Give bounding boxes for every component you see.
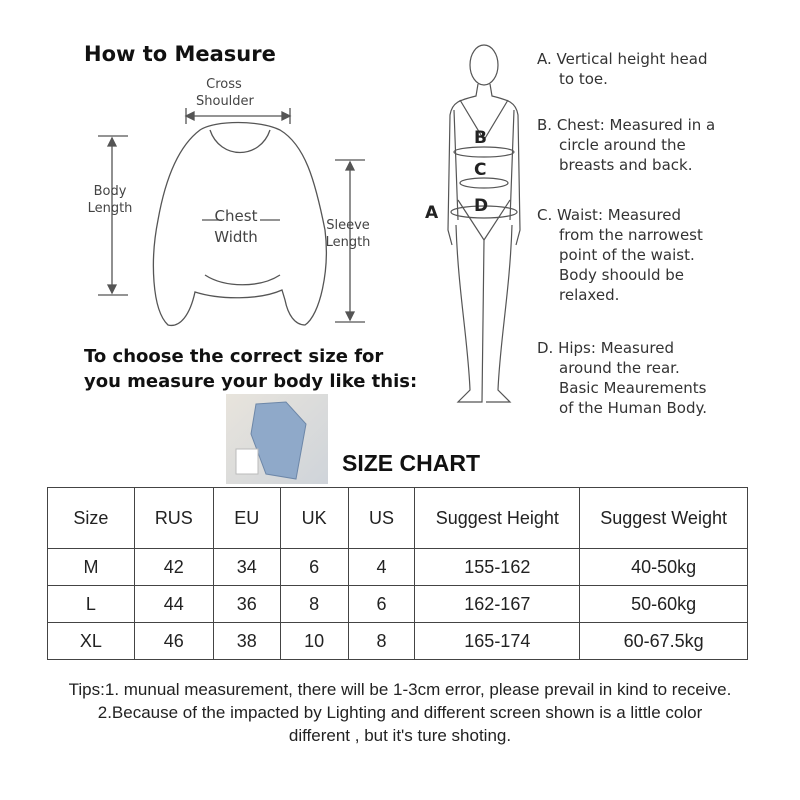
cell: 42 — [134, 549, 213, 586]
table-header-row — [48, 488, 748, 549]
cell: 40-50kg — [580, 549, 748, 586]
cell: 44 — [134, 586, 213, 623]
header-cell: Suggest Height — [415, 488, 580, 549]
header-cell: EU — [213, 488, 280, 549]
chest-width-label: Chest Width — [214, 207, 258, 246]
header-cell: US — [348, 488, 415, 549]
choose-size-instruction — [84, 344, 417, 394]
product-shirt-image — [226, 394, 328, 484]
desc-d-line: D. Hips: Measured — [537, 339, 674, 357]
header-cell: Size — [48, 488, 135, 549]
product-photo — [226, 394, 328, 484]
choose-line-1: To choose the correct size for — [84, 346, 384, 367]
cell: 60-67.5kg — [580, 623, 748, 660]
table-row — [48, 549, 748, 586]
desc-c-line: Body shoould be — [559, 266, 685, 284]
sleeve-length-label: Sleeve Length — [325, 218, 371, 250]
body-figure — [440, 40, 540, 420]
description-d — [537, 338, 707, 418]
size-chart-title: SIZE CHART — [342, 450, 480, 476]
desc-c-line: point of the waist. — [559, 246, 695, 264]
cell: 155-162 — [415, 549, 580, 586]
label-c: C — [474, 160, 487, 180]
cell: 4 — [348, 549, 415, 586]
table-row — [48, 586, 748, 623]
desc-c-line: relaxed. — [559, 286, 620, 304]
header-cell: UK — [280, 488, 348, 549]
cell: 6 — [280, 549, 348, 586]
label-b: B — [474, 128, 487, 148]
cell: 46 — [134, 623, 213, 660]
desc-d-line: around the rear. — [559, 359, 680, 377]
cell: 38 — [213, 623, 280, 660]
desc-c-line: C. Waist: Measured — [537, 206, 682, 224]
desc-d-line: Basic Meaurements — [559, 379, 707, 397]
cell: 6 — [348, 586, 415, 623]
desc-d-line: of the Human Body. — [559, 399, 707, 417]
desc-b-line: circle around the — [559, 136, 686, 154]
cell: XL — [48, 623, 135, 660]
table-row — [48, 623, 748, 660]
cell: 50-60kg — [580, 586, 748, 623]
cell: 8 — [280, 586, 348, 623]
desc-a-line: to toe. — [559, 70, 608, 88]
cross-shoulder-label: Cross Shoulder — [196, 77, 254, 109]
choose-line-2: you measure your body like this: — [84, 371, 418, 392]
description-b — [537, 115, 715, 175]
cell: 10 — [280, 623, 348, 660]
description-c — [537, 205, 703, 305]
tip-line-1: Tips:1. munual measurement, there will be 1-3cm error, please prevail in kind to receive. — [68, 680, 732, 699]
tip-line-2: 2.Because of the impacted by Lighting and different screen shown is a little color — [97, 703, 703, 722]
description-a — [537, 49, 707, 89]
cell: 34 — [213, 549, 280, 586]
desc-b-line: breasts and back. — [559, 156, 693, 174]
cell: L — [48, 586, 135, 623]
body-length-label: Body Length — [87, 184, 133, 216]
cell: 8 — [348, 623, 415, 660]
header-cell: RUS — [134, 488, 213, 549]
tips — [0, 678, 800, 747]
how-to-measure-title: How to Measure — [84, 42, 276, 66]
label-a: A — [425, 203, 439, 223]
cell: M — [48, 549, 135, 586]
desc-c-line: from the narrowest — [559, 226, 703, 244]
tip-line-3: different , but it's ture shoting. — [288, 726, 512, 745]
cell: 162-167 — [415, 586, 580, 623]
cell: 165-174 — [415, 623, 580, 660]
desc-a-line: A. Vertical height head — [537, 50, 708, 68]
desc-b-line: B. Chest: Measured in a — [537, 116, 716, 134]
label-d: D — [474, 196, 489, 216]
size-chart-table — [47, 487, 748, 660]
cell: 36 — [213, 586, 280, 623]
header-cell: Suggest Weight — [580, 488, 748, 549]
